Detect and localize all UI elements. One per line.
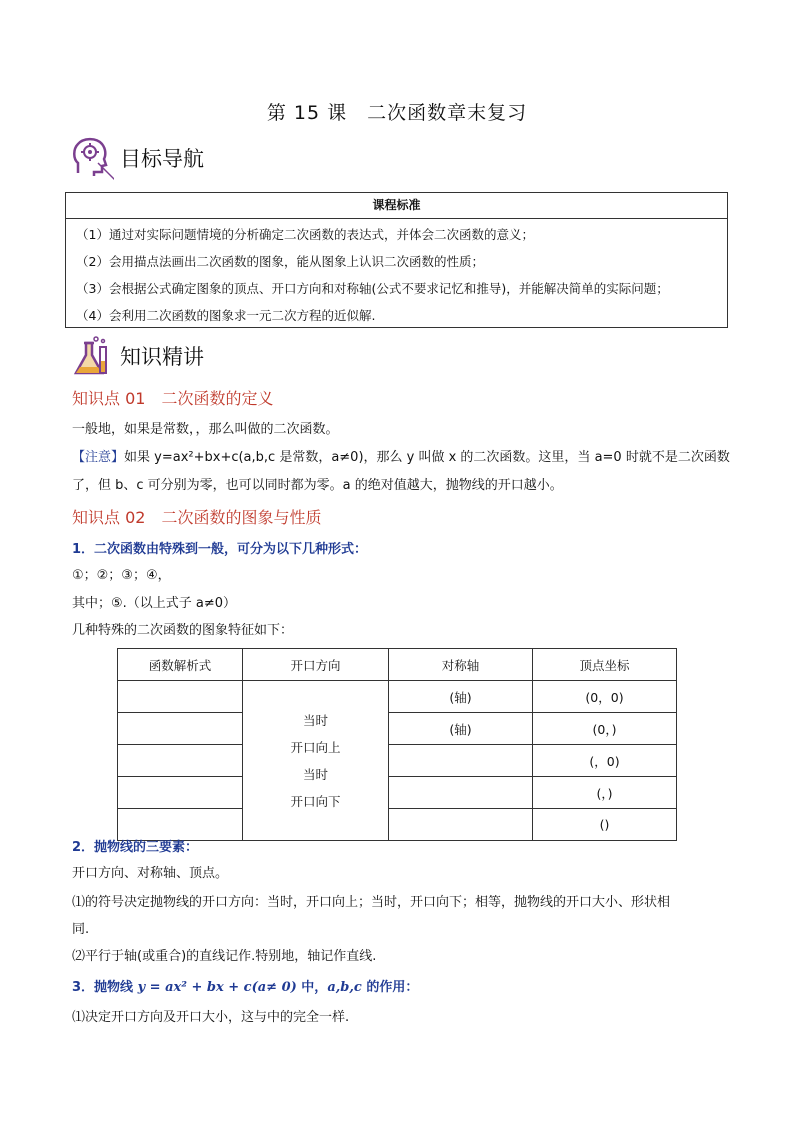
note-text: 如果 y=ax²+bx+c(a,b,c 是常数，a≠0)，那么 y 叫做 x 的二次函数。这里，当 a=0 时就不是二次函数 — [124, 450, 730, 465]
table-cell — [118, 681, 243, 713]
standard-item: （3）会根据公式确定图象的顶点、开口方向和对称轴(公式不要求记忆和推导)，并能解决简单的实际问题； — [76, 281, 669, 296]
table-row — [118, 713, 677, 745]
kp2-forms-1: ①；②；③；④， — [72, 568, 171, 583]
standard-item: （1）通过对实际问题情境的分析确定二次函数的表达式，并体会二次函数的意义； — [76, 227, 534, 242]
heading-3-mid: 中， — [296, 980, 328, 995]
coefficient-a-rule: ⑴决定开口方向及开口大小，这与中的完全一样. — [72, 1010, 350, 1025]
table-cell: () — [533, 809, 677, 841]
table-cell — [118, 745, 243, 777]
note-tag: 【注意】 — [72, 450, 125, 465]
section-goal-title: 目标导航 — [120, 147, 204, 171]
table-row — [118, 777, 677, 809]
table-cell — [118, 713, 243, 745]
open-direction-line: 当时 — [302, 766, 328, 782]
kp2-table-intro: 几种特殊的二次函数的图象特征如下： — [72, 623, 294, 638]
table-header-cell: 开口方向 — [243, 649, 389, 681]
table-cell: (，) — [533, 777, 677, 809]
head-brain-icon — [68, 135, 114, 181]
opening-rule-line2: 同. — [72, 922, 90, 937]
kp1-note-line2: 了，但 b、c 可分别为零，也可以同时都为零。a 的绝对值越大，抛物线的开口越小。 — [72, 478, 563, 493]
table-cell: (轴) — [389, 681, 533, 713]
table-cell: (，0) — [533, 745, 677, 777]
table-cell — [389, 777, 533, 809]
section-knowledge-title: 知识精讲 — [120, 345, 204, 369]
function-feature-table — [117, 648, 677, 841]
table-cell — [389, 809, 533, 841]
page-title: 第 15 课 二次函数章末复习 — [266, 102, 528, 124]
table-cell: (轴) — [389, 713, 533, 745]
heading-3-suffix: 的作用： — [361, 980, 419, 995]
table-row — [118, 809, 677, 841]
three-elements: 开口方向、对称轴、顶点。 — [72, 866, 229, 881]
kp1-definition: 一般地，如果是常数，，那么叫做的二次函数。 — [72, 422, 339, 437]
table-header-cell: 函数解析式 — [118, 649, 243, 681]
open-direction-cell — [243, 681, 389, 841]
heading-3-prefix: 3．抛物线 — [72, 980, 138, 995]
kp2-heading-1: 1．二次函数由特殊到一般，可分为以下几种形式： — [72, 542, 368, 557]
table-cell: (0，0) — [533, 681, 677, 713]
parabola-formula: y = ax² + bx + c(a≠ 0) — [137, 980, 297, 995]
kp2-forms-2: 其中；⑤.（以上式子 a≠0） — [72, 596, 237, 611]
table-row — [118, 745, 677, 777]
coefficients: a,b,c — [327, 980, 362, 995]
kp2-heading-3 — [72, 974, 418, 1002]
table-cell — [118, 777, 243, 809]
open-direction-line: 当时 — [302, 712, 328, 728]
standard-item: （4）会利用二次函数的图象求一元二次方程的近似解. — [76, 308, 376, 323]
axis-rule: ⑵平行于轴(或重合)的直线记作.特别地，轴记作直线. — [72, 949, 377, 964]
table-header-row — [118, 649, 677, 681]
course-standards-header: 课程标准 — [66, 193, 727, 219]
open-direction-line: 开口向下 — [290, 793, 341, 809]
table-header-cell: 顶点坐标 — [533, 649, 677, 681]
course-standards-box — [65, 192, 728, 328]
section-knowledge-header — [68, 333, 204, 379]
kp1-note-line1 — [72, 444, 730, 472]
kp2-heading-2: 2．抛物线的三要素： — [72, 840, 199, 855]
table-header-cell: 对称轴 — [389, 649, 533, 681]
kp1-title: 知识点 01 二次函数的定义 — [72, 389, 274, 408]
opening-rule-line1: ⑴的符号决定抛物线的开口方向：当时，开口向上；当时，开口向下；相等，抛物线的开口大小、形状相 — [72, 895, 671, 910]
flask-icon — [68, 333, 114, 379]
table-row — [118, 681, 677, 713]
section-goal-header — [68, 135, 204, 181]
open-direction-line: 开口向上 — [290, 739, 341, 755]
standard-item: （2）会用描点法画出二次函数的图象，能从图象上认识二次函数的性质； — [76, 254, 484, 269]
table-cell — [389, 745, 533, 777]
kp2-title: 知识点 02 二次函数的图象与性质 — [72, 508, 322, 527]
table-cell: (0，) — [533, 713, 677, 745]
